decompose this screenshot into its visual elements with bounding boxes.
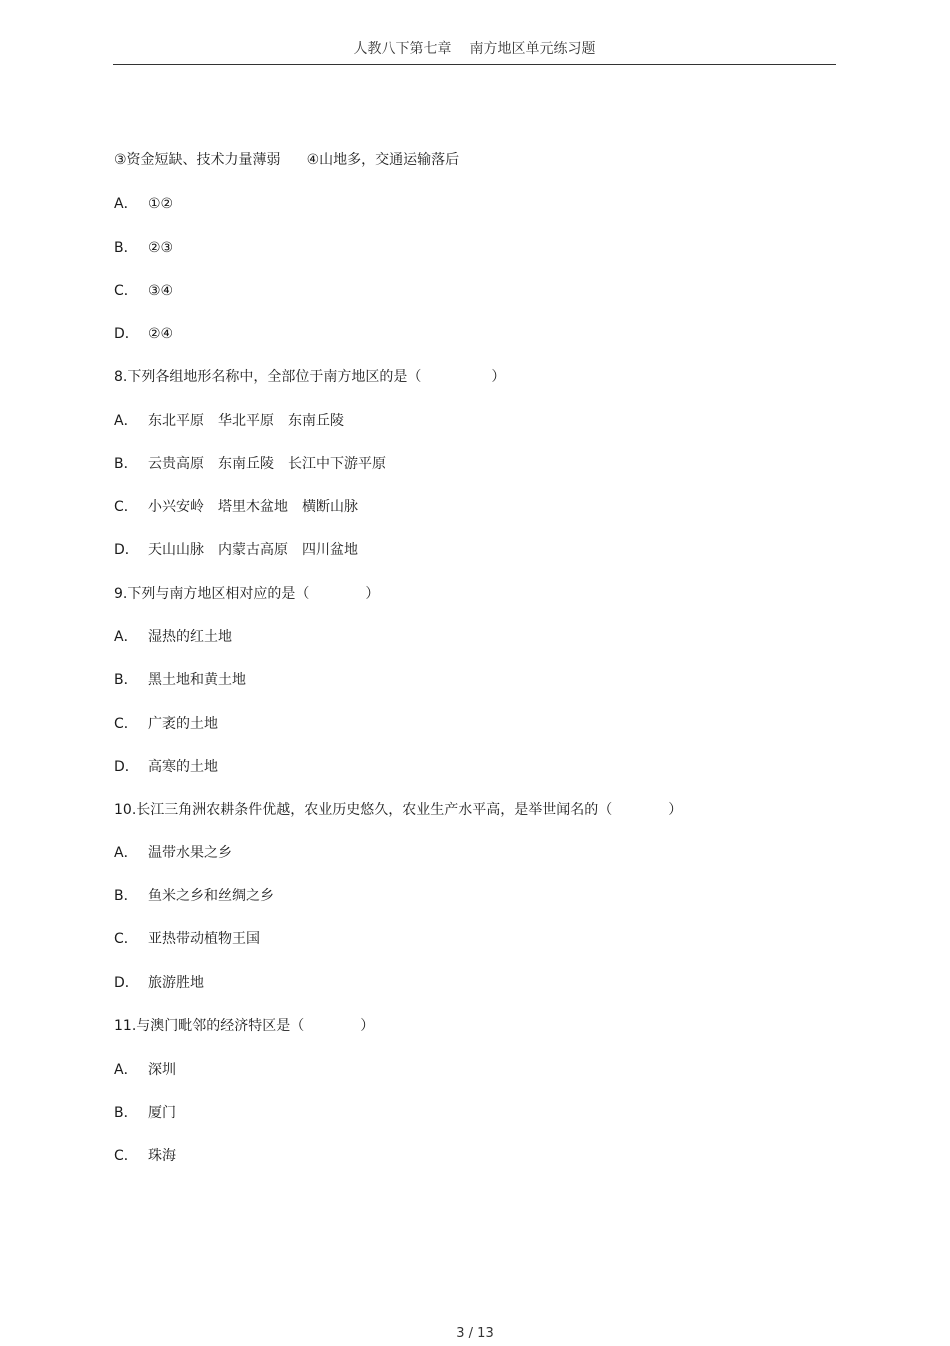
q8-option-c xyxy=(114,498,358,516)
page-number: 3 / 13 xyxy=(456,1326,494,1341)
q11-option-a xyxy=(114,1061,176,1079)
q10-stem: 10.长江三角洲农耕条件优越，农业历史悠久，农业生产水平高，是举世闻名的（ ） xyxy=(114,802,683,818)
q8-option-b xyxy=(114,455,386,473)
q7-items-line xyxy=(114,151,459,169)
q7-item-3: ③资金短缺、技术力量薄弱 xyxy=(114,152,281,168)
q11-stem: 11.与澳门毗邻的经济特区是（ ） xyxy=(114,1018,375,1034)
header-unit-title: 南方地区单元练习题 xyxy=(469,41,596,57)
option-text: 黑土地和黄土地 xyxy=(148,672,246,688)
option-letter: C． xyxy=(114,499,138,515)
q10-option-b xyxy=(114,887,274,905)
option-letter: A． xyxy=(114,196,138,212)
option-text: 天山山脉 内蒙古高原 四川盆地 xyxy=(148,542,358,558)
option-text: ②③ xyxy=(148,240,174,256)
header-book-title: 人教八下第七章 xyxy=(353,41,452,57)
option-text: 小兴安岭 塔里木盆地 横断山脉 xyxy=(148,499,358,515)
option-letter: C． xyxy=(114,283,138,299)
option-text: 高寒的土地 xyxy=(148,759,218,775)
option-text: 广袤的土地 xyxy=(148,716,218,732)
option-letter: C． xyxy=(114,1148,138,1164)
q7-option-c xyxy=(114,282,173,300)
option-text: 厦门 xyxy=(148,1105,176,1121)
option-text: 深圳 xyxy=(148,1062,176,1078)
option-letter: D． xyxy=(114,326,139,342)
q8-option-d xyxy=(114,541,358,559)
q9-stem: 9.下列与南方地区相对应的是（ ） xyxy=(114,586,380,602)
option-text: ①② xyxy=(148,196,174,212)
option-text: 鱼米之乡和丝绸之乡 xyxy=(148,888,274,904)
option-letter: B． xyxy=(114,672,138,688)
q10-option-d xyxy=(114,974,204,992)
option-letter: C． xyxy=(114,716,138,732)
option-text: 东北平原 华北平原 东南丘陵 xyxy=(148,413,344,429)
option-text: 珠海 xyxy=(148,1148,176,1164)
q7-option-b xyxy=(114,239,173,257)
option-text: ②④ xyxy=(148,326,174,342)
option-text: 亚热带动植物王国 xyxy=(148,931,260,947)
q7-option-a xyxy=(114,195,173,213)
q8-option-a xyxy=(114,412,344,430)
option-text: ③④ xyxy=(148,283,174,299)
option-letter: B． xyxy=(114,1105,138,1121)
q9-option-d xyxy=(114,758,218,776)
option-letter: D． xyxy=(114,975,139,991)
q8-stem: 8.下列各组地形名称中，全部位于南方地区的是（ ） xyxy=(114,369,506,385)
option-text: 云贵高原 东南丘陵 长江中下游平原 xyxy=(148,456,386,472)
q9-option-b xyxy=(114,671,246,689)
option-letter: D． xyxy=(114,542,139,558)
q9-option-a xyxy=(114,628,232,646)
option-text: 温带水果之乡 xyxy=(148,845,232,861)
q7-item-4: ④山地多，交通运输落后 xyxy=(306,152,460,168)
option-letter: B． xyxy=(114,456,138,472)
q9-option-c xyxy=(114,715,218,733)
option-letter: A． xyxy=(114,845,138,861)
option-letter: B． xyxy=(114,888,138,904)
option-text: 旅游胜地 xyxy=(148,975,204,991)
q11-option-c xyxy=(114,1147,176,1165)
option-letter: C． xyxy=(114,931,138,947)
option-letter: D． xyxy=(114,759,139,775)
q7-option-d xyxy=(114,325,173,343)
q10-option-a xyxy=(114,844,232,862)
option-letter: A． xyxy=(114,413,138,429)
option-text: 湿热的红土地 xyxy=(148,629,232,645)
page-header xyxy=(113,38,836,65)
q11-option-b xyxy=(114,1104,176,1122)
option-letter: B． xyxy=(114,240,138,256)
option-letter: A． xyxy=(114,629,138,645)
q10-option-c xyxy=(114,930,260,948)
option-letter: A． xyxy=(114,1062,138,1078)
